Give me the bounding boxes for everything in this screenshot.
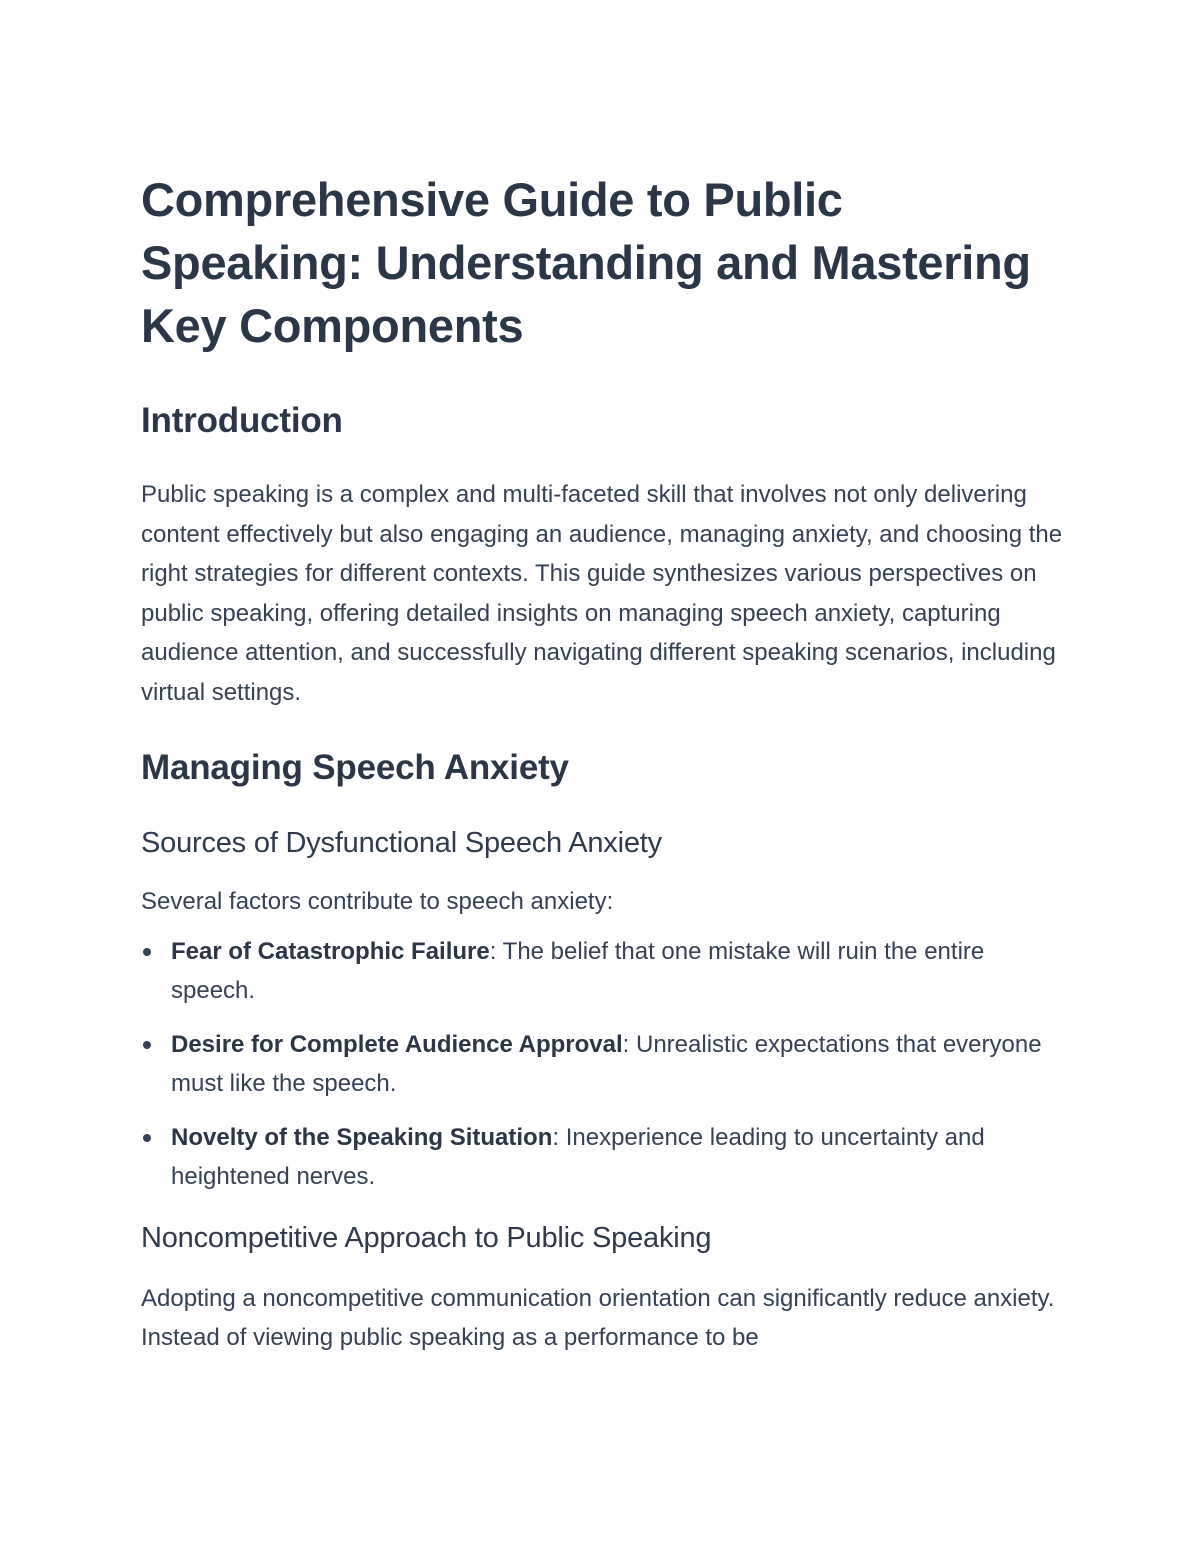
sources-lead: Several factors contribute to speech anxiety: — [141, 888, 614, 915]
list-item-description: : The belief that one mistake will ruin the entire speech. — [171, 937, 985, 1004]
introduction-paragraph: Public speaking is a complex and multi-faceted skill that involves not only delivering content effectively but also engaging an audience, managing anxiety, and choosing the right strategies for different contexts. This guide synthesizes various perspectives on public speaking, offering detailed insights on managing speech anxiety, capturing audience attention, and successfully navigating different speaking scenarios, including virtual settings. — [141, 481, 1063, 706]
list-item-term: Desire for Complete Audience Approval — [171, 1030, 623, 1058]
document-title: Comprehensive Guide to Public Speaking: Understanding and Mastering Key Components — [141, 173, 1031, 352]
noncompetitive-heading: Noncompetitive Approach to Public Speaking — [141, 1221, 712, 1254]
list-item-description: : Unrealistic expectations that everyone must like the speech. — [171, 1030, 1042, 1097]
managing-anxiety-heading: Managing Speech Anxiety — [141, 748, 569, 787]
introduction-heading: Introduction — [141, 401, 343, 440]
document-page — [141, 168, 1066, 1358]
noncompetitive-paragraph: Adopting a noncompetitive communication orientation can significantly reduce anxiety. Instead of viewing public speaking as a performance to be — [141, 1284, 1055, 1351]
list-item-term: Fear of Catastrophic Failure — [171, 937, 490, 965]
bullet-icon — [143, 1134, 151, 1142]
bullet-icon — [143, 948, 151, 956]
sources-heading: Sources of Dysfunctional Speech Anxiety — [141, 827, 662, 859]
list-item — [141, 1118, 1066, 1197]
list-item-term: Novelty of the Speaking Situation — [171, 1123, 553, 1151]
bullet-icon — [143, 1041, 151, 1049]
list-item — [141, 932, 1066, 1011]
sources-list — [141, 932, 1066, 1197]
list-item — [141, 1025, 1066, 1104]
list-item-description: : Inexperience leading to uncertainty and heightened nerves. — [171, 1123, 985, 1190]
